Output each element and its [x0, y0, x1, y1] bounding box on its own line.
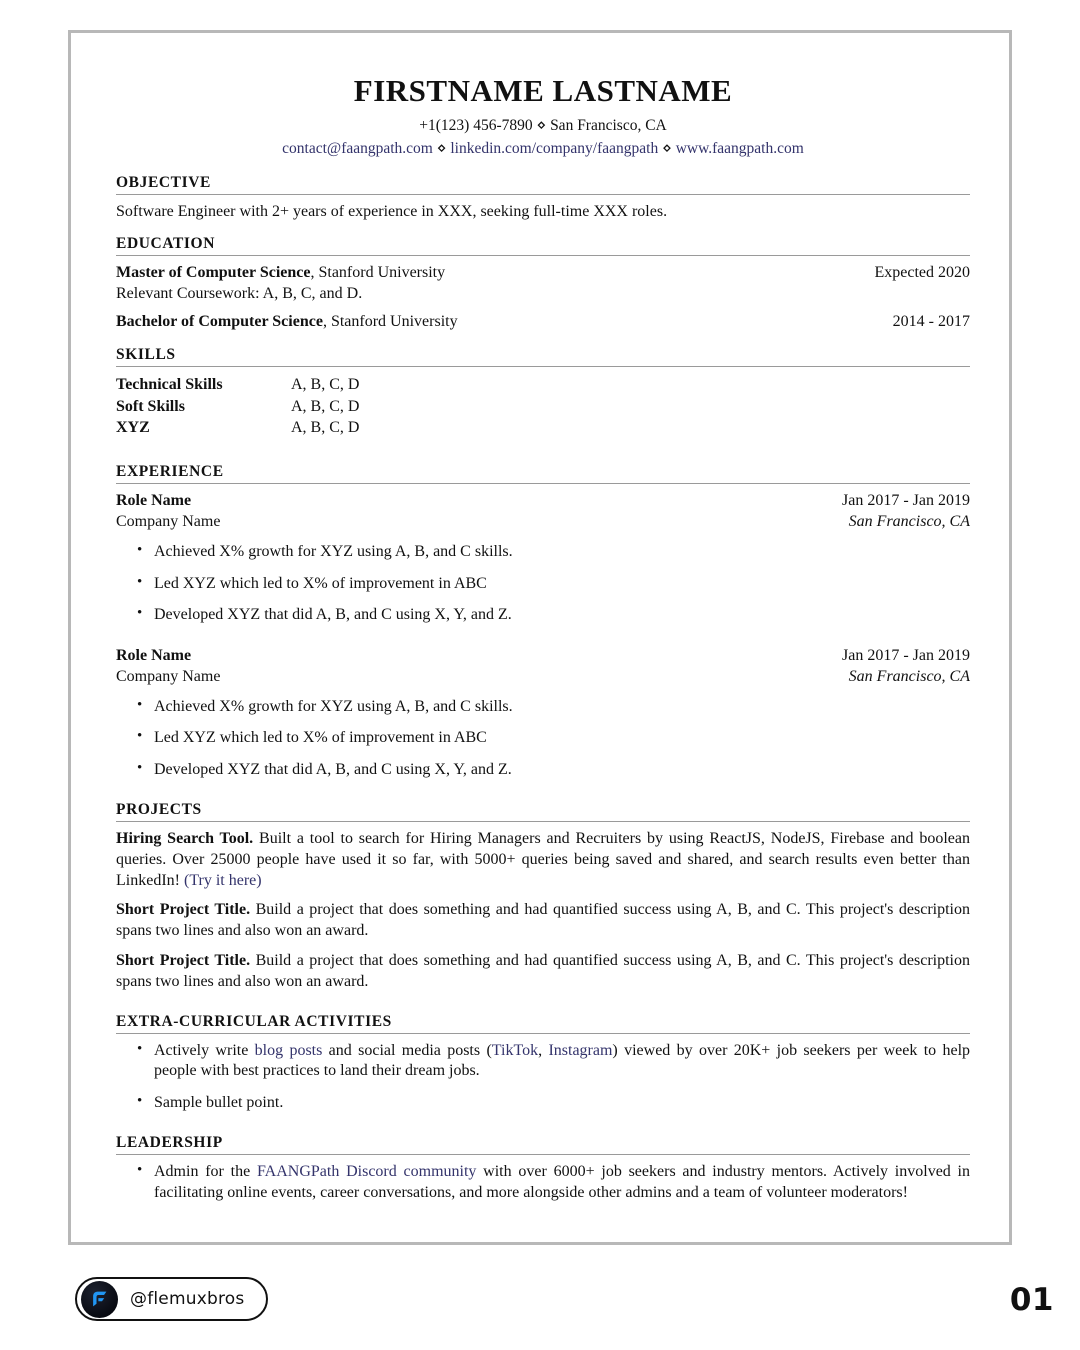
section-divider	[116, 194, 970, 195]
experience-company: Company Name	[116, 667, 221, 685]
flemuxbros-logo-icon	[81, 1281, 118, 1318]
list-item: • Achieved X% growth for XYZ using A, B, and C skills.	[154, 697, 970, 718]
section-objective	[116, 174, 970, 222]
discord-community-link[interactable]: FAANGPath Discord community	[256, 1163, 477, 1181]
list-item: • Developed XYZ that did A, B, and C using X, Y, and Z.	[154, 760, 970, 781]
list-item: • Led XYZ which led to X% of improvement in ABC	[154, 728, 970, 749]
resume-content	[116, 55, 970, 1204]
section-education	[116, 235, 970, 332]
author-handle: @flemuxbros	[130, 1289, 245, 1309]
section-divider	[116, 821, 970, 822]
project-description: Build a project that does something and had quantified success using A, B, and C. This project's description spans two lines and also won an award.	[116, 952, 970, 990]
section-divider	[116, 366, 970, 367]
education-entry	[116, 263, 970, 305]
project-item	[116, 951, 970, 993]
instagram-link[interactable]: Instagram	[548, 1041, 613, 1059]
experience-date: Jan 2017 - Jan 2019	[842, 647, 970, 665]
education-date: Expected 2020	[874, 264, 970, 282]
page-title: FIRSTNAME LASTNAME	[353, 73, 733, 108]
contact-line-primary	[116, 116, 970, 135]
section-extracurricular	[116, 1013, 970, 1114]
project-item	[116, 900, 970, 942]
skills-row	[116, 374, 970, 396]
project-featured	[116, 829, 970, 891]
experience-date: Jan 2017 - Jan 2019	[842, 492, 970, 510]
section-heading-objective: OBJECTIVE	[116, 174, 211, 191]
project-description: Build a project that does something and had quantified success using A, B, and C. This project's description spans two lines and also won an award.	[116, 901, 970, 940]
section-heading-experience: EXPERIENCE	[116, 463, 224, 481]
education-school: , Stanford University	[322, 313, 458, 331]
contact-separator-icon: ⋄	[436, 140, 447, 157]
education-date: 2014 - 2017	[892, 313, 970, 331]
list-item: • Developed XYZ that did A, B, and C using X, Y, and Z.	[154, 605, 970, 626]
project-title: Short Project Title.	[116, 901, 251, 919]
list-item	[154, 1162, 970, 1204]
section-experience	[116, 463, 970, 781]
experience-company: Company Name	[116, 512, 221, 530]
website-link[interactable]: www.faangpath.com	[675, 140, 804, 157]
experience-location: San Francisco, CA	[848, 512, 970, 530]
section-heading-education: EDUCATION	[116, 235, 215, 253]
phone-text: +1(123) 456-7890	[419, 117, 533, 134]
skills-values: A, B, C, D	[291, 419, 360, 437]
experience-location: San Francisco, CA	[848, 667, 970, 685]
section-heading-leadership: LEADERSHIP	[116, 1134, 223, 1152]
project-title: Hiring Search Tool.	[116, 830, 254, 848]
experience-bullet-list	[116, 697, 970, 781]
extracurricular-bullet-list	[116, 1041, 970, 1114]
leadership-text-part2: with over 6000+ job seekers and industry mentors. Actively involved in facilitating online events, career conversations, and more alongside other admins and a team of volunteer moderators!	[154, 1163, 970, 1201]
skills-category: Technical Skills	[116, 375, 223, 393]
skills-values: A, B, C, D	[291, 397, 360, 415]
skills-category: Soft Skills	[116, 397, 185, 415]
section-leadership	[116, 1134, 970, 1204]
ec-text-part2: and social media posts (	[322, 1041, 492, 1059]
list-item	[154, 1041, 970, 1083]
education-degree-line	[116, 263, 445, 284]
list-item: • Led XYZ which led to X% of improvement in ABC	[154, 574, 970, 595]
list-item: • Achieved X% growth for XYZ using A, B, and C skills.	[154, 542, 970, 563]
skills-table	[116, 374, 970, 439]
contact-line-links	[116, 139, 970, 158]
section-heading-extracurricular: EXTRA-CURRICULAR ACTIVITIES	[116, 1012, 392, 1030]
experience-bullet-list	[116, 542, 970, 626]
education-school: , Stanford University	[310, 264, 446, 282]
ec-text-part4: ) viewed by over 20K+ job seekers per week to help people with best practices to land their dream jobs.	[154, 1041, 971, 1080]
section-divider	[116, 1154, 970, 1155]
project-try-link[interactable]: (Try it here)	[183, 871, 262, 889]
education-degree: Master of Computer Science	[116, 264, 311, 282]
education-coursework: Relevant Coursework: A, B, C, and D.	[116, 285, 363, 303]
resume-page	[68, 30, 1012, 1245]
leadership-text-part1: Admin for the	[154, 1163, 257, 1181]
blog-posts-link[interactable]: blog posts	[254, 1041, 323, 1059]
skills-category: XYZ	[116, 419, 150, 437]
experience-role: Role Name	[116, 492, 192, 510]
email-link[interactable]: contact@faangpath.com	[282, 140, 433, 157]
section-skills	[116, 346, 970, 439]
section-divider	[116, 483, 970, 484]
objective-text: Software Engineer with 2+ years of experience in XXX, seeking full-time XXX roles.	[116, 203, 668, 220]
education-entry	[116, 312, 970, 333]
section-projects	[116, 801, 970, 993]
section-heading-projects: PROJECTS	[116, 801, 202, 819]
author-badge[interactable]	[75, 1277, 268, 1321]
page-number: 01	[1009, 1282, 1054, 1318]
linkedin-link[interactable]: linkedin.com/company/faangpath	[450, 140, 659, 157]
contact-separator-icon: ⋄	[662, 140, 672, 157]
experience-entry	[116, 491, 970, 626]
leadership-bullet-list	[116, 1162, 970, 1204]
tiktok-link[interactable]: TikTok	[491, 1041, 539, 1059]
skills-values: A, B, C, D	[291, 375, 360, 393]
list-item: • Sample bullet point.	[154, 1093, 970, 1114]
contact-separator-icon: ⋄	[536, 117, 547, 134]
location-text: San Francisco, CA	[550, 117, 667, 134]
section-heading-skills: SKILLS	[116, 345, 176, 363]
section-divider	[116, 1033, 970, 1034]
skills-row	[116, 417, 970, 439]
section-divider	[116, 255, 970, 256]
experience-role: Role Name	[116, 647, 192, 665]
project-description: Built a tool to search for Hiring Managers and Recruiters by using ReactJS, NodeJS, Firebase and boolean queries. Over 25000 people have used it so far, with 5000+ queries being saved and shared, and search results even better than LinkedIn!	[116, 830, 971, 889]
education-degree-line	[116, 312, 458, 333]
skills-row	[116, 396, 970, 418]
project-title: Short Project Title.	[116, 952, 251, 970]
ec-text-part3: ,	[538, 1041, 549, 1059]
education-degree: Bachelor of Computer Science	[116, 313, 323, 331]
experience-entry	[116, 646, 970, 781]
ec-text-part1: Actively write	[154, 1041, 255, 1059]
